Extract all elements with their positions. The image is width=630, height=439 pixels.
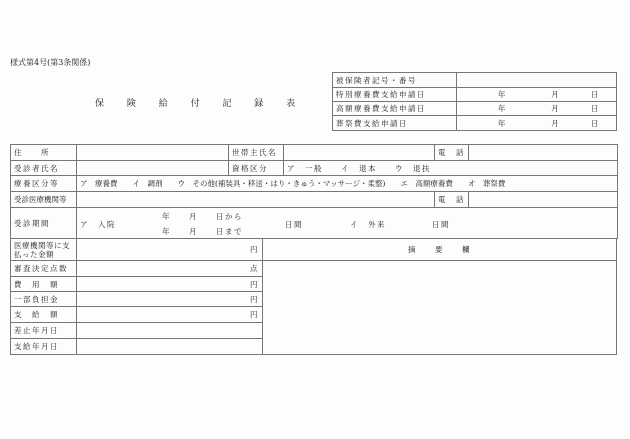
remarks-field[interactable] — [263, 261, 617, 355]
institution-row — [11, 192, 618, 208]
cost-label: 費 用 額 — [11, 277, 77, 292]
householder-field[interactable] — [284, 145, 435, 161]
suspension-date-label: 差止年月日 — [11, 323, 77, 339]
day-label: 日 — [563, 116, 616, 131]
paid-amount-field[interactable]: 円 — [77, 239, 263, 261]
month-label: 月 — [510, 88, 563, 102]
inpatient-option[interactable]: ア 入院 — [80, 220, 116, 229]
suspension-date-field[interactable] — [77, 323, 263, 339]
patient-field[interactable] — [77, 161, 229, 176]
copay-field[interactable]: 円 — [77, 292, 263, 307]
institution-field[interactable] — [77, 192, 435, 208]
funeral-date-label: 葬祭費支給申請日 — [333, 116, 457, 131]
institution-phone-field[interactable] — [469, 192, 618, 208]
treatment-row — [11, 176, 618, 192]
copay-label: 一部負担金 — [11, 292, 77, 307]
page-title: 保 険 給 付 記 録 表 — [95, 99, 306, 109]
remarks-header: 摘 要 欄 — [263, 239, 617, 261]
insured-number-label: 被保険者記号・番号 — [333, 73, 457, 88]
patient-label: 受診者氏名 — [11, 161, 77, 176]
high-cost-date-row — [333, 102, 617, 116]
payment-date-label: 支給年月日 — [11, 339, 77, 355]
day-label: 日 — [563, 102, 616, 116]
householder-label: 世帯主氏名 — [229, 145, 284, 161]
funeral-date-row — [333, 116, 617, 131]
address-field[interactable] — [77, 145, 229, 161]
month-label: 月 — [510, 102, 563, 116]
phone-label: 電 話 — [435, 145, 469, 161]
benefit-field[interactable]: 円 — [77, 307, 263, 323]
header-table — [332, 72, 617, 131]
paid-row — [11, 239, 617, 261]
main-table — [10, 144, 618, 239]
patient-row — [11, 161, 618, 176]
qualification-options[interactable]: ア 一般 イ 退本 ウ 退扶 — [284, 161, 618, 176]
address-row — [11, 145, 618, 161]
lower-table — [10, 238, 617, 355]
year-label: 年 — [457, 88, 510, 102]
treatment-label: 療養区分等 — [11, 176, 77, 192]
period-label: 受診期間 — [11, 208, 77, 239]
treatment-options[interactable]: ア 療養費 イ 調剤 ウ その他(補装具・移送・はり・きゅう・マッサージ・柔整) エ 高額療養費 オ 葬祭費 — [77, 176, 618, 192]
special-date-label: 特別療養費支給申請日 — [333, 88, 457, 102]
payment-date-field[interactable] — [77, 339, 263, 355]
review-points-label: 審査決定点数 — [11, 261, 77, 277]
period-row — [11, 208, 618, 239]
institution-label: 受診医療機関等 — [11, 192, 77, 208]
insured-number-row — [333, 73, 617, 88]
outpatient-option[interactable]: イ 外来 — [350, 220, 386, 229]
phone-field[interactable] — [469, 145, 618, 161]
year-label: 年 — [457, 116, 510, 131]
institution-phone-label: 電 話 — [435, 192, 469, 208]
inpatient-days: 日間 — [285, 220, 303, 229]
month-label: 月 — [510, 116, 563, 131]
from-date: 年 月 日から — [162, 212, 243, 221]
paid-amount-label: 医療機関等に支払った金額 — [11, 239, 77, 261]
benefit-label: 支 給 額 — [11, 307, 77, 323]
review-points-field[interactable]: 点 — [77, 261, 263, 277]
high-cost-date-label: 高額療養費支給申請日 — [333, 102, 457, 116]
year-label: 年 — [457, 102, 510, 116]
form-number: 様式第4号(第3条関係) — [10, 58, 91, 67]
insured-number-field[interactable] — [457, 73, 617, 88]
review-points-row — [11, 261, 617, 277]
special-date-row — [333, 88, 617, 102]
day-label: 日 — [563, 88, 616, 102]
address-label: 住 所 — [11, 145, 77, 161]
outpatient-days: 日間 — [432, 220, 450, 229]
to-date: 年 月 日まで — [162, 227, 243, 236]
cost-field[interactable]: 円 — [77, 277, 263, 292]
qualification-label: 資格区分 — [229, 161, 284, 176]
